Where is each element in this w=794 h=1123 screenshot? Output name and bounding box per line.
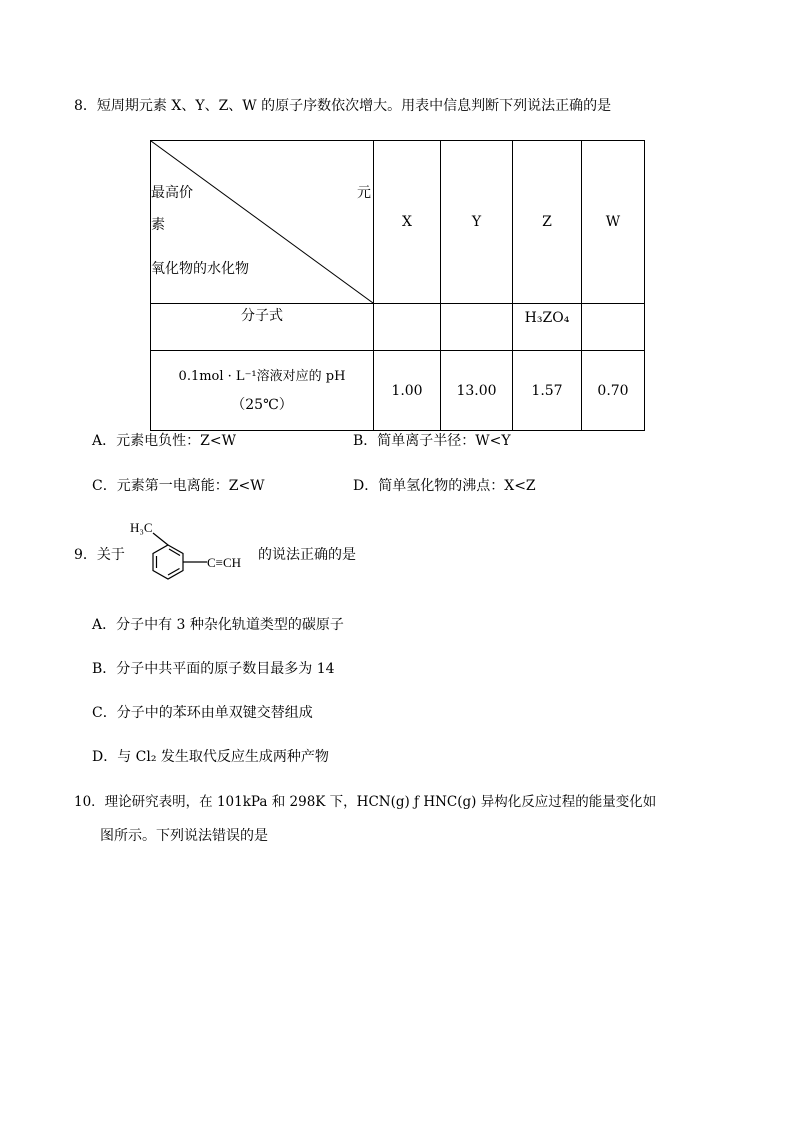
diag-bottom-left: 氧化物的水化物 — [151, 261, 249, 277]
formula-y — [441, 304, 513, 351]
ph-y: 13.00 — [441, 351, 513, 431]
q9-option-d: D．与 Cl₂ 发生取代反应生成两种产物 — [92, 749, 329, 765]
element-header-w: W — [582, 141, 645, 304]
ph-label-line1: 0.1mol · L⁻¹溶液对应的 pH — [178, 368, 346, 384]
q8-table — [150, 140, 645, 431]
ph-x: 1.00 — [374, 351, 441, 431]
molecule-structure — [128, 520, 258, 590]
diag-second: 素 — [151, 217, 165, 233]
row-label-ph — [151, 351, 374, 431]
q9-stem-prefix: 9．关于 — [74, 547, 125, 563]
q9-option-c: C．分子中的苯环由单双键交替组成 — [92, 705, 313, 721]
alkyne-label: C≡CH — [207, 555, 242, 570]
element-header-x: X — [374, 141, 441, 304]
diag-top-left: 最高价 — [151, 185, 193, 201]
q8-option-c: C．元素第一电离能：Z<W — [92, 478, 265, 494]
q9-option-a: A．分子中有 3 种杂化轨道类型的碳原子 — [92, 617, 344, 633]
q9-option-b: B．分子中共平面的原子数目最多为 14 — [92, 661, 335, 677]
ph-z: 1.57 — [513, 351, 582, 431]
q10-stem-line2: 图所示。下列说法错误的是 — [100, 828, 268, 844]
ph-w: 0.70 — [582, 351, 645, 431]
formula-z: H₃ZO₄ — [513, 304, 582, 351]
row-label-formula: 分子式 — [151, 304, 374, 351]
ph-label-line2: （25℃） — [231, 396, 293, 413]
q8-stem: 8．短周期元素 X、Y、Z、W 的原子序数依次增大。用表中信息判断下列说法正确的是 — [74, 98, 612, 114]
formula-w — [582, 304, 645, 351]
benzene-ring — [153, 545, 183, 579]
q8-option-b: B．简单离子半径：W<Y — [353, 433, 511, 449]
methyl-label: H₃C — [130, 520, 153, 535]
formula-x — [374, 304, 441, 351]
methyl-bond — [153, 533, 168, 545]
q8-option-a: A．元素电负性：Z<W — [92, 433, 236, 449]
diagonal-header-cell — [151, 141, 374, 304]
diag-top-right: 元 — [357, 185, 371, 201]
q9-stem-suffix: 的说法正确的是 — [258, 547, 356, 563]
element-header-z: Z — [513, 141, 582, 304]
q8-option-d: D．简单氢化物的沸点：X<Z — [353, 478, 536, 494]
q10-stem-line1: 10．理论研究表明，在 101kPa 和 298K 下，HCN(g) ƒ HNC(g) 异构化反应过程的能量变化如 — [74, 794, 657, 810]
element-header-y: Y — [441, 141, 513, 304]
